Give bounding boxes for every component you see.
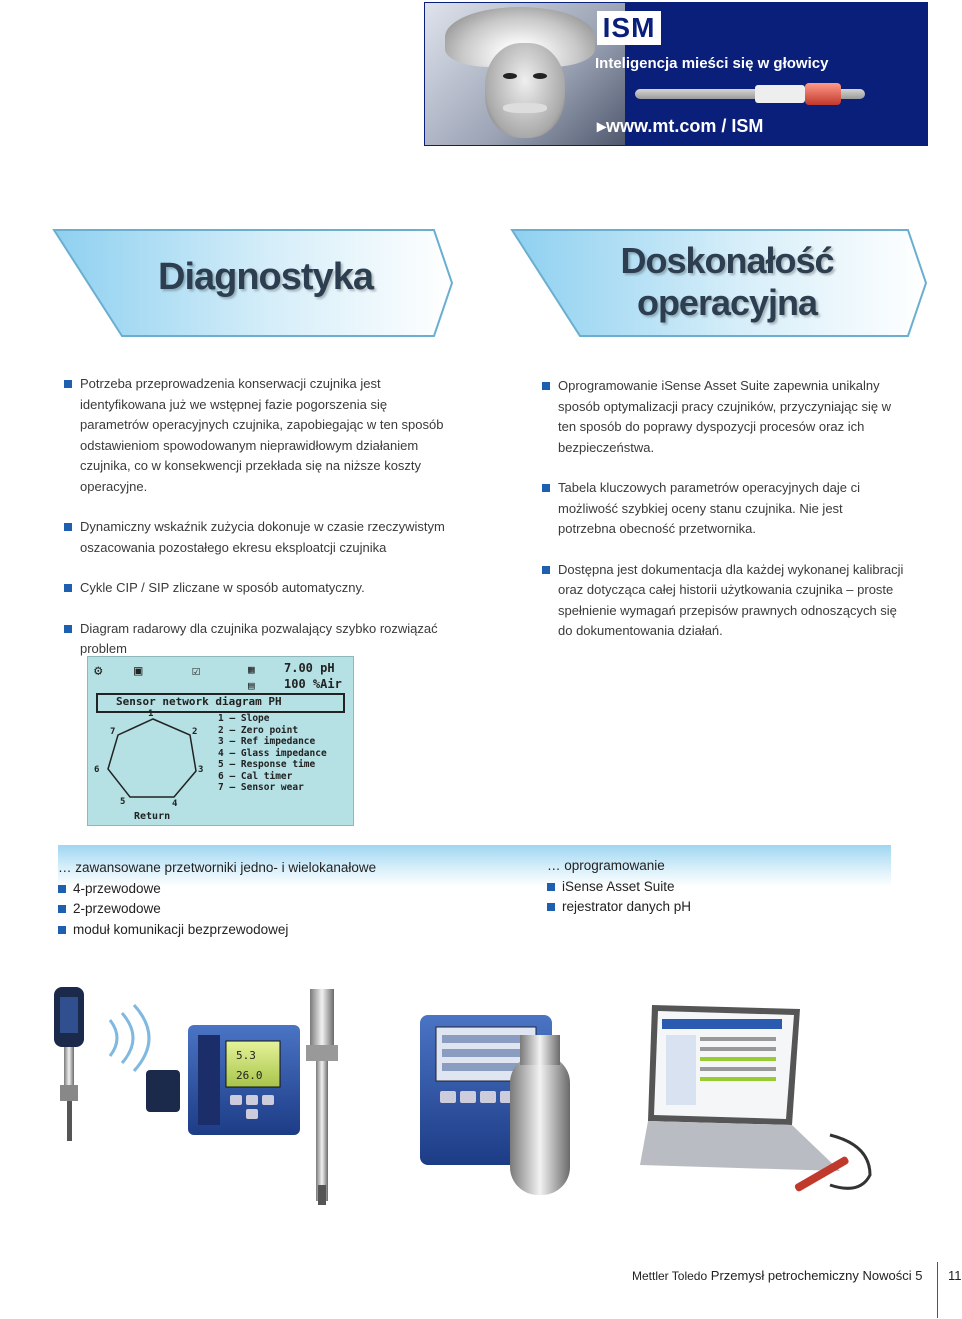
- radar-axis-3: 3: [198, 765, 204, 775]
- legend-item: 7 — Sensor wear: [218, 782, 304, 793]
- list-item: [58, 899, 478, 920]
- list-item: [547, 877, 847, 898]
- list-item: [542, 376, 904, 458]
- radar-legend: [218, 713, 327, 794]
- radar-axis-5: 5: [120, 797, 126, 807]
- radar-title-text: Sensor network diagram PH: [116, 695, 282, 708]
- ad-url-link[interactable]: ▸www.mt.com / ISM: [597, 116, 764, 136]
- bullet-square-icon: [58, 926, 66, 934]
- bullet-text: Tabela kluczowych parametrów operacyjnych daje ci możliwość szybkiej oceny stanu czujnika. Nie jest potrzebna obecność przetwornika.: [558, 480, 861, 536]
- legend-item: 1 — Slope: [218, 713, 270, 724]
- section-title-diagnostyka: Diagnostyka: [158, 256, 373, 298]
- sensor-radar-diagram-screen: [87, 656, 354, 826]
- bullet-square-icon: [547, 883, 555, 891]
- laptop-software-image: [640, 1005, 870, 1192]
- page-number: 11: [948, 1268, 962, 1283]
- transmitters-heading: … zawansowane przetworniki jedno- i wielokanałowe: [58, 860, 377, 875]
- list-item: [542, 560, 904, 642]
- list-item: [547, 897, 847, 918]
- list-item: [64, 374, 454, 497]
- svg-text:26.0: 26.0: [236, 1069, 263, 1082]
- list-item: [58, 879, 478, 900]
- oxygen-icon: ▤: [248, 679, 255, 692]
- bullet-text: Dynamiczny wskaźnik zużycia dokonuje w czasie rzeczywistym oszacowania pozostałego ekresu eksploatcji czujnika: [80, 519, 445, 555]
- footer-publication: Przemysł petrochemiczny Nowości 5: [710, 1268, 923, 1283]
- bullet-square-icon: [58, 905, 66, 913]
- bullet-square-icon: [547, 903, 555, 911]
- bullet-text: Cykle CIP / SIP zliczane w sposób automatyczny.: [80, 580, 365, 595]
- bullet-square-icon: [64, 380, 72, 388]
- legend-item: 6 — Cal timer: [218, 770, 293, 782]
- bullet-square-icon: [542, 382, 550, 390]
- sensor-housing-image: [306, 989, 338, 1205]
- bullet-text: Diagram radarowy dla czujnika pozwalający szybko rozwiązać problem: [80, 620, 438, 656]
- list-item: [64, 578, 454, 599]
- bullet-square-icon: [64, 523, 72, 531]
- ad-url-text[interactable]: www.mt.com / ISM: [606, 116, 764, 136]
- list-item-text: 2-przewodowe: [73, 901, 161, 916]
- legend-item: 4 — Glass impedance: [218, 747, 327, 759]
- list-item-text: rejestrator danych pH: [562, 899, 692, 914]
- ad-tagline: Inteligencja mieści się w głowicy: [595, 55, 829, 72]
- list-item-text: 4-przewodowe: [73, 880, 161, 896]
- einstein-portrait: [425, 3, 625, 145]
- bullet-text: Potrzeba przeprowadzenia konserwacji czujnika jest identyfikowana już we wstępnej fazie pogorszenia się parametrów operacyjnych czujnika, zapobiegając w ten sposób odstawieniom spowodowanym nieprawidłowym działaniem czujnika, co w konsekwencji przekłada się na niższe koszty operacyjne.: [80, 376, 444, 494]
- bullet-square-icon: [542, 566, 550, 574]
- sensor-probe-cap: [755, 85, 805, 103]
- save-icon: ▣: [134, 663, 143, 679]
- multichannel-transmitter-image: [420, 1015, 570, 1195]
- ism-advertisement[interactable]: [424, 2, 928, 146]
- radar-axis-6: 6: [94, 765, 100, 775]
- footer-divider: [937, 1262, 938, 1318]
- svg-text:5.3: 5.3: [236, 1049, 256, 1062]
- bullet-square-icon: [64, 584, 72, 592]
- list-item: [58, 920, 478, 941]
- radar-axis-7: 7: [110, 727, 116, 737]
- footer-brand: Mettler Toledo: [632, 1269, 708, 1283]
- sensor-probe-tip: [805, 83, 841, 105]
- ph-reading: 7.00 pH: [284, 661, 335, 675]
- settings-icon: ⚙: [94, 663, 103, 679]
- return-button[interactable]: Return: [134, 811, 171, 822]
- software-heading: … oprogramowanie: [547, 858, 665, 873]
- list-item: [64, 619, 454, 660]
- ism-logo: ISM: [597, 11, 661, 45]
- section-banner-doskonalosc: [510, 228, 928, 338]
- diagnostyka-bullet-list: [64, 374, 454, 680]
- bullet-text: Dostępna jest dokumentacja dla każdej wykonanej kalibracji oraz dotycząca całej historii użytkowania czujnika – proste spełnienie wymagań przepisów prawnych odnoszących się do dokumentowania działań.: [558, 561, 904, 638]
- section-title-line2: operacyjna: [636, 282, 818, 323]
- legend-item: 3 — Ref impedance: [218, 736, 316, 747]
- transmitters-list: [58, 858, 478, 940]
- bullet-square-icon: [64, 625, 72, 633]
- page-footer: [632, 1268, 922, 1283]
- section-banner-diagnostyka: [52, 228, 454, 338]
- radar-axis-1: 1: [148, 709, 154, 719]
- bullet-square-icon: [542, 484, 550, 492]
- bullet-square-icon: [58, 885, 66, 893]
- legend-item: 5 — Response time: [218, 759, 316, 770]
- bullet-text: Oprogramowanie iSense Asset Suite zapewnia unikalny sposób optymalizacji pracy czujników, przyczyniając się w ten sposób do poprawy dyspozycji procesów oraz ich bezpieczeństwa.: [558, 378, 892, 455]
- radar-axis-4: 4: [172, 799, 178, 809]
- section-title-doskonalosc: [618, 240, 836, 324]
- transmitter-image: [188, 1025, 300, 1135]
- section-title-line1: Doskonałość: [620, 240, 834, 281]
- list-item-text: moduł komunikacji bezprzewodowej: [73, 921, 289, 937]
- software-list: [547, 856, 847, 918]
- wireless-sensor-image: [54, 987, 180, 1141]
- list-item: [64, 517, 454, 558]
- radar-axis-2: 2: [192, 727, 198, 737]
- list-item-text: iSense Asset Suite: [562, 878, 675, 894]
- list-item: [542, 478, 904, 540]
- legend-item: 2 — Zero point: [218, 724, 299, 736]
- ph-icon: ▦: [248, 663, 255, 676]
- doskonalosc-bullet-list: [542, 376, 904, 662]
- products-photo-row: [40, 975, 940, 1210]
- check-icon: ☑: [192, 663, 201, 679]
- oxygen-reading: 100 %Air: [284, 677, 342, 691]
